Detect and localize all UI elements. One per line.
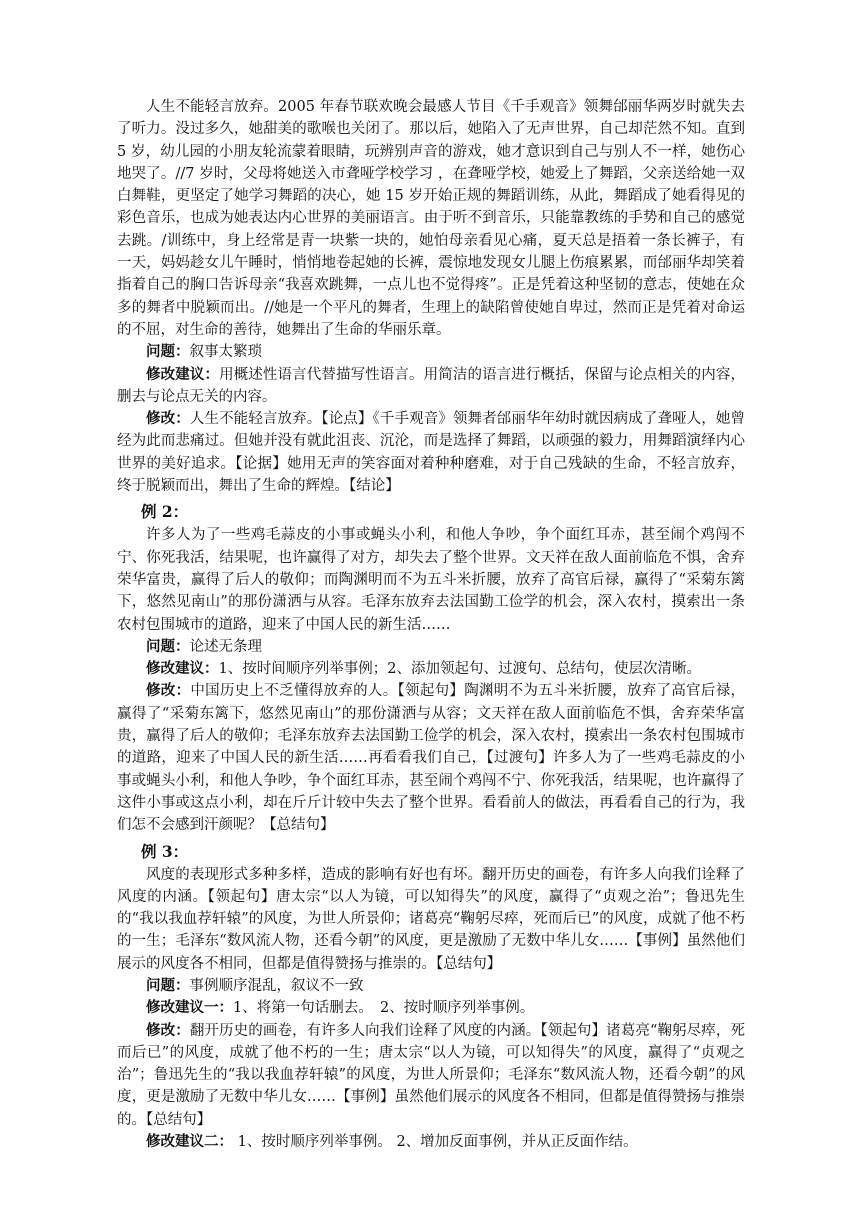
issue-line [117,636,745,658]
issue-text: 论述无条理 [189,638,262,655]
issue-line [117,975,745,997]
issue-text: 叙事太繁琐 [189,344,262,361]
document-page [117,96,745,1153]
revision-text: 翻开历史的画卷，有许多人向我们诠释了风度的内涵。【领起句】诸葛亮“鞠躬尽瘁，死而后已”的风度，成就了他不朽的一生；唐太宗“以人为镜，可以知得失”的风度，赢得了“贞观之治”；鲁迅先生的“我以我血荐轩辕”的风度，为世人所景仰；毛泽东“数风流人物，还看今朝”的风度，更是激励了无数中华儿女……【事例】虽然他们展示的风度各不相同，但都是值得赞扬与推崇的。【总结句】 [117,1022,745,1128]
suggestion-two-text: 1、按时顺序列举事例。 2、增加反面事例，并从正反面作结。 [233,1134,638,1151]
paragraph-example-1-text: 人生不能轻言放弃。2005 年春节联欢晚会最感人节目《千手观音》领舞邰丽华两岁时就失去了听力。没过多久，她甜美的歌喉也关闭了。那以后，她陷入了无声世界，自己却茫然不知。直到 5 岁，幼儿园的小朋友轮流蒙着眼睛，玩辨别声音的游戏，她才意识到自己与别人不一样，她伤心地哭了。//7 岁时，父母将她送入市聋哑学校学习 ，在聋哑学校，她爱上了舞蹈，父亲送给她一双白舞鞋，更坚定了她学习舞蹈的决心，她 15 岁开始正规的舞蹈训练，从此，舞蹈成了她看得见的彩色音乐，也成为她表达内心世界的美丽语言。由于听不到音乐，只能靠教练的手势和自己的感觉去跳。/训练中，身上经常是青一块紫一块的，她怕母亲看见心痛，夏天总是捂着一条长裤子，有一天，妈妈趁女儿午睡时，悄悄地卷起她的长裤，震惊地发现女儿腿上伤痕累累，而邰丽华却笑着指着自己的胸口告诉母亲“我喜欢跳舞，一点儿也不觉得疼”。正是凭着这种坚韧的意志，使她在众多的舞者中脱颖而出。//她是一个平凡的舞者，生理上的缺陷曾使她自卑过，然而正是凭着对命运的不屈，对生命的善待，她舞出了生命的华丽乐章。 [117,99,745,338]
issue-text: 事例顺序混乱，叙议不一致 [189,977,364,994]
issue-line [117,341,745,363]
suggestion-label: 修改建议： [146,660,219,678]
issue-label: 问题： [146,637,190,655]
suggestion-two-line [117,1131,745,1153]
issue-label: 问题： [146,343,190,361]
revision-text: 中国历史上不乏懂得放弃的人。【领起句】陶渊明不为五斗米折腰，放弃了高官后禄，赢得了“采菊东篱下，悠然见南山”的那份潇洒与从容；文天祥在敌人面前临危不惧，舍弃荣华富贵，赢得了后人的敬仰；毛泽东放弃去法国勤工俭学的机会，深入农村，摸索出一条农村包围城市的道路，迎来了中国人民的新生活……再看看我们自己，【过渡句】许多人为了一些鸡毛蒜皮的小事或蝇头小利，和他人争吵，争个面红耳赤，甚至闹个鸡闯不宁、你死我活，结果呢，也许赢得了这件小事或这点小利，却在斤斤计较中失去了整个世界。看看前人的做法，再看看自己的行为，我们怎不会感到汗颜呢？【总结句】 [117,683,746,834]
revision-label: 修改： [146,1021,190,1039]
suggestion-text: 用概述性语言代替描写性语言。用简洁的语言进行概括，保留与论点相关的内容，删去与论点无关的内容。 [117,366,745,405]
suggestion-two-label: 修改建议二： [146,1133,233,1151]
example-2-heading: 例 2： [141,502,189,522]
revision-label: 修改： [146,682,191,700]
issue-label: 问题： [146,976,190,994]
revision-line [117,680,745,836]
revision-line [117,1020,745,1131]
revision-text: 人生不能轻言放弃。【论点】《千手观音》领舞者邰丽华年幼时就因病成了聋哑人，她曾经为此而悲痛过。但她并没有就此沮丧、沉沦，而是选择了舞蹈，以顽强的毅力，用舞蹈演绎内心世界的美好追求。【论据】她用无声的笑容面对着种种磨难，对于自己残缺的生命，不轻言放弃，终于脱颖而出，舞出了生命的辉煌。【结论】 [117,411,746,495]
suggestion-text: 1、按时间顺序列举事例；2、添加领起句、过渡句、总结句，使层次清晰。 [218,661,701,678]
suggestion-one-label: 修改建议一： [146,999,233,1017]
suggestion-line [117,364,745,409]
paragraph-example-2-text: 许多人为了一些鸡毛蒜皮的小事或蝇头小利，和他人争吵，争个面红耳赤，甚至闹个鸡闯不宁、你死我活，结果呢，也许赢得了对方，却失去了整个世界。文天祥在敌人面前临危不惧，舍弃荣华富贵，赢得了后人的敬仰；而陶渊明而不为五斗米折腰，放弃了高官后禄，赢得了“采菊东篱下，悠然见南山”的那份潇洒与从容。毛泽东放弃去法国勤工俭学的机会，深入农村，摸索出一条农村包围城市的道路，迎来了中国人民的新生活…… [117,527,745,633]
suggestion-line [117,658,745,680]
suggestion-one-text: 1、将第一句话删去。 2、按时顺序列举事例。 [233,1000,535,1017]
revision-line [117,408,745,497]
revision-label: 修改： [146,410,190,428]
paragraph-example-3-text: 风度的表现形式多种多样，造成的影响有好也有坏。翻开历史的画卷，有许多人向我们诠释了风度的内涵。【领起句】唐太宗“以人为镜，可以知得失”的风度，赢得了“贞观之治”；鲁迅先生的“我以我血荐轩辕”的风度，为世人所景仰；诸葛亮“鞠躬尽瘁，死而后已”的风度，成就了他不朽的一生；毛泽东“数风流人物，还看今朝”的风度，更是激励了无数中华儿女……【事例】虽然他们展示的风度各不相同，但都是值得赞扬与推崇的。【总结句】 [117,866,745,972]
suggestion-one-line [117,997,745,1019]
example-3-heading: 例 3： [141,841,189,861]
suggestion-label: 修改建议： [146,365,220,383]
